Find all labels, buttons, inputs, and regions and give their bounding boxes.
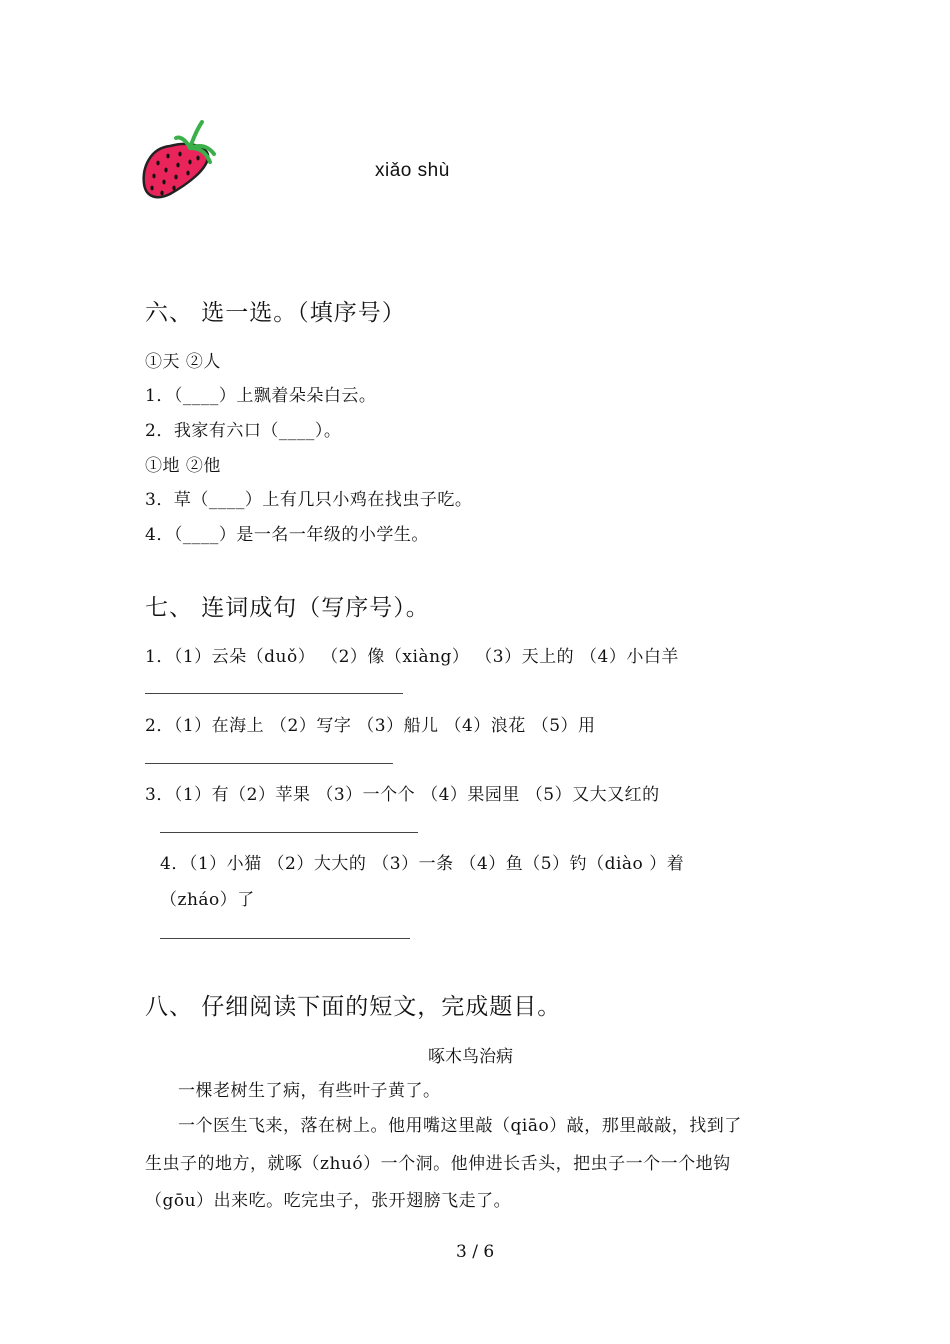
section-7-question-1: 1．（1）云朵（duǒ） （2）像（xiàng） （3）天上的 （4）小白羊 — [145, 647, 679, 667]
section-6-options-b: ①地 ②他 — [145, 456, 221, 476]
answer-line-1[interactable] — [145, 693, 403, 694]
pinyin-text: xiǎo shù — [375, 160, 450, 181]
section-7-question-4-line-2: （zháo）了 — [160, 890, 255, 910]
answer-line-4[interactable] — [160, 938, 410, 939]
story-paragraph-2-line-2: 生虫子的地方，就啄（zhuó）一个洞。他伸进长舌头，把虫子一个一个地钩 — [145, 1154, 731, 1174]
story-title: 啄木鸟治病 — [428, 1047, 513, 1067]
section-6-question-4: 4．（____）是一名一年级的小学生。 — [145, 525, 429, 545]
answer-line-2[interactable] — [145, 763, 393, 764]
section-6-question-3: 3．草（____）上有几只小鸡在找虫子吃。 — [145, 490, 473, 510]
story-paragraph-2-line-1: 一个医生飞来，落在树上。他用嘴这里敲（qiāo）敲，那里敲敲，找到了 — [178, 1116, 742, 1136]
section-7-question-4-line-1: 4．（1）小猫 （2）大大的 （3）一条 （4）鱼（5）钓（diào ）着 — [160, 854, 685, 874]
section-7-question-3: 3．（1）有（2）苹果 （3）一个个 （4）果园里 （5）又大又红的 — [145, 785, 660, 805]
story-paragraph-1: 一棵老树生了病，有些叶子黄了。 — [178, 1081, 441, 1101]
page-number: 3 / 6 — [456, 1242, 495, 1262]
section-8-title: 八、 仔细阅读下面的短文，完成题目。 — [145, 994, 562, 1020]
section-6-options-a: ①天 ②人 — [145, 352, 221, 372]
section-7-title: 七、 连词成句（写序号）。 — [145, 595, 430, 621]
answer-line-3[interactable] — [160, 832, 418, 833]
section-7-question-2: 2．（1）在海上 （2）写字 （3）船儿 （4）浪花 （5）用 — [145, 716, 596, 736]
section-6-question-2: 2．我家有六口（____）。 — [145, 421, 342, 441]
section-6-title: 六、 选一选。（填序号） — [145, 300, 406, 326]
section-6-question-1: 1．（____）上飘着朵朵白云。 — [145, 386, 377, 406]
strawberry-picture — [140, 118, 220, 203]
story-paragraph-2-line-3: （gōu）出来吃。吃完虫子，张开翅膀飞走了。 — [145, 1191, 512, 1211]
